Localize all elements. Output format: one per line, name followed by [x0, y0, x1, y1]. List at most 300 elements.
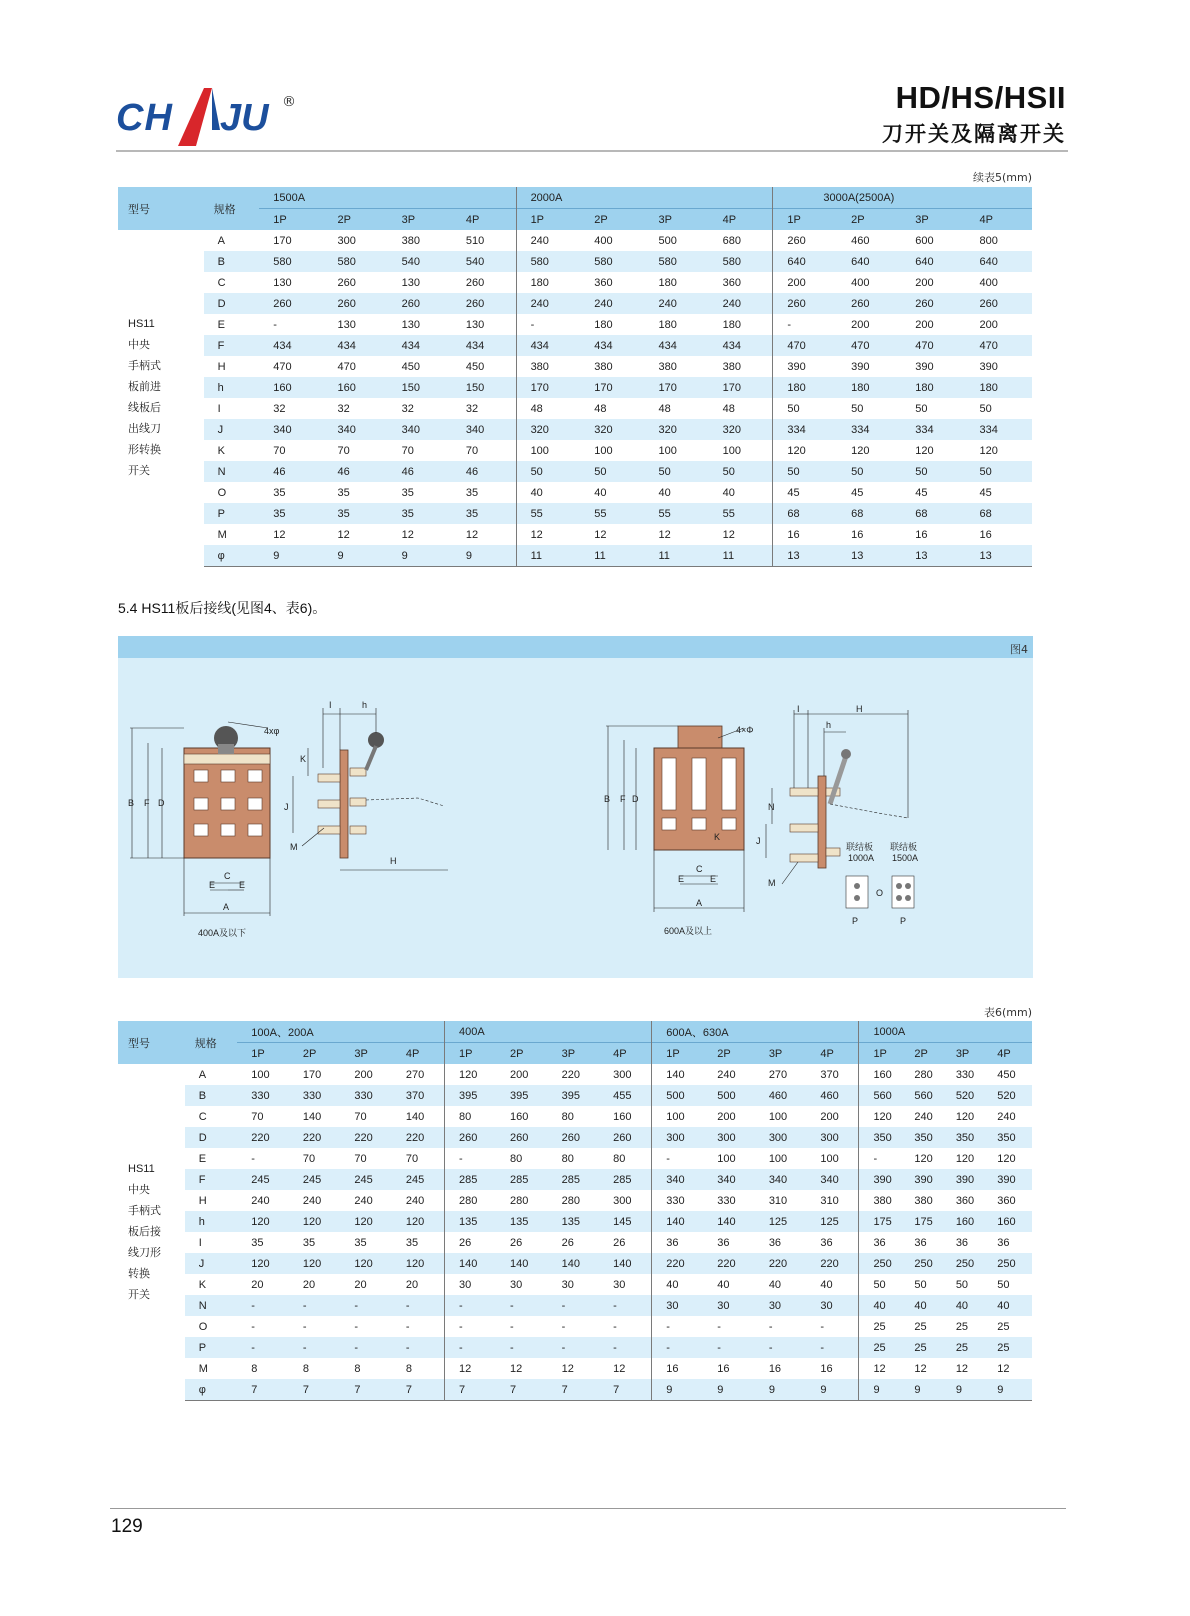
value-cell: 32 [465, 402, 479, 415]
value-cell: 36 [997, 1236, 1010, 1249]
value-cell: 340 [259, 419, 323, 440]
value-cell: 70 [251, 1110, 264, 1123]
switch-front-view-left [128, 722, 280, 938]
header-divider [116, 150, 1068, 152]
value-cell: 13 [965, 545, 1032, 567]
value-cell: 9 [859, 1379, 900, 1401]
value-cell: 260 [259, 293, 323, 314]
value-cell: 460 [806, 1085, 859, 1106]
value-cell: 220 [289, 1127, 341, 1148]
value-cell: 434 [452, 335, 516, 356]
footer-divider [110, 1508, 1066, 1509]
value-cell: 160 [613, 1110, 632, 1123]
value-cell: 35 [354, 1236, 367, 1249]
spec-label-cell: φ [185, 1379, 238, 1401]
value-cell: 340 [703, 1169, 755, 1190]
value-cell: 380 [722, 360, 742, 373]
table-row [118, 1106, 1032, 1127]
value-cell: 560 [900, 1085, 941, 1106]
value-cell: 170 [580, 377, 644, 398]
value-cell: 16 [773, 524, 837, 545]
value-cell: 220 [392, 1127, 445, 1148]
value-cell: - [445, 1295, 497, 1316]
value-cell: 120 [851, 444, 870, 457]
value-cell: 48 [594, 402, 607, 415]
value-cell: 70 [405, 1152, 419, 1165]
value-cell: 35 [405, 1236, 419, 1249]
value-cell: 30 [703, 1295, 755, 1316]
value-cell: 260 [837, 293, 901, 314]
value-cell: 170 [273, 234, 292, 247]
spec-label-cell: O [198, 1320, 208, 1333]
value-cell: 240 [251, 1194, 270, 1207]
dim-H: H [390, 856, 397, 866]
value-cell: 11 [516, 545, 580, 567]
value-cell: 48 [658, 402, 671, 415]
spec-label-cell: I [198, 1236, 202, 1249]
dim-B: B [128, 798, 135, 808]
value-cell: 140 [652, 1211, 704, 1232]
value-cell: 55 [580, 503, 644, 524]
value-cell: 120 [979, 444, 998, 457]
spec-label-cell: E [198, 1152, 207, 1165]
value-cell: 470 [837, 335, 901, 356]
value-cell: 100 [768, 1152, 788, 1165]
value-cell: - [652, 1148, 704, 1169]
pole-header: 3P [942, 1043, 983, 1065]
value-cell: 120 [955, 1152, 975, 1165]
value-cell: - [302, 1320, 307, 1333]
value-cell: 300 [806, 1127, 859, 1148]
switch-side-view-right [714, 704, 918, 926]
model-name-line: 开关 [128, 465, 150, 478]
value-cell: 450 [401, 360, 421, 373]
value-cell: 200 [354, 1068, 373, 1081]
value-cell: 140 [496, 1253, 548, 1274]
spec-label-cell: E [217, 318, 225, 331]
value-cell: 45 [773, 482, 837, 503]
value-cell: 260 [445, 1127, 497, 1148]
table6-caption: 表6(mm) [983, 1006, 1032, 1019]
value-cell: 50 [837, 461, 901, 482]
value-cell: 35 [401, 486, 414, 499]
value-cell: 16 [652, 1358, 704, 1379]
pole-header: 1P [445, 1043, 497, 1065]
table-row [118, 1358, 1032, 1379]
dim-C: C [224, 871, 231, 881]
value-cell: 50 [955, 1278, 969, 1291]
value-cell: 260 [388, 293, 452, 314]
value-cell: 320 [580, 419, 644, 440]
value-cell: 40 [900, 1295, 941, 1316]
value-cell: 50 [859, 1274, 900, 1295]
value-cell: 46 [323, 461, 387, 482]
value-cell: 12 [658, 528, 671, 541]
value-cell: 45 [979, 486, 992, 499]
value-cell: 200 [915, 276, 934, 289]
model-name-line: 板后接 [128, 1225, 161, 1238]
table-row [118, 356, 1032, 377]
value-cell: - [496, 1295, 548, 1316]
table-row [118, 419, 1032, 440]
dim-h: h [826, 720, 832, 730]
value-cell: 200 [979, 318, 998, 331]
value-cell: 180 [658, 318, 677, 331]
value-cell: 130 [465, 318, 485, 331]
value-cell: 20 [354, 1278, 367, 1291]
value-cell: 13 [837, 545, 901, 567]
value-cell: 100 [717, 1152, 736, 1165]
pole-header: 3P [340, 1043, 392, 1065]
pole-header: 1P [859, 1043, 900, 1065]
value-cell: 12 [722, 528, 735, 541]
value-cell: 40 [820, 1278, 833, 1291]
table6-group-header: 100A、200A [237, 1021, 444, 1043]
value-cell: 25 [942, 1337, 983, 1358]
value-cell: 30 [561, 1278, 574, 1291]
table-row [118, 314, 1032, 335]
value-cell: 260 [548, 1127, 600, 1148]
dim-K: K [300, 754, 307, 764]
model-name-line: 形转换 [128, 444, 161, 457]
spec-label-cell: P [185, 1337, 238, 1358]
value-cell: 35 [465, 486, 479, 499]
value-cell: 40 [722, 486, 735, 499]
value-cell: 300 [703, 1127, 755, 1148]
value-cell: 26 [561, 1236, 574, 1249]
value-cell: 7 [237, 1379, 289, 1401]
value-cell: 540 [452, 251, 516, 272]
value-cell: 48 [516, 398, 580, 419]
value-cell: 68 [773, 503, 837, 524]
value-cell: 260 [773, 230, 837, 251]
value-cell: 245 [237, 1169, 289, 1190]
model-name-line: 手柄式 [128, 360, 161, 373]
table-row [118, 1232, 1032, 1253]
value-cell: 36 [914, 1236, 927, 1249]
value-cell: 600 [915, 234, 934, 247]
link-plate-label: 联结板 [890, 842, 918, 852]
table-row [118, 461, 1032, 482]
value-cell: 25 [859, 1337, 900, 1358]
model-name-line: HS11 [128, 318, 155, 331]
value-cell: 50 [773, 398, 837, 419]
value-cell: 135 [445, 1211, 497, 1232]
value-cell: 370 [392, 1085, 445, 1106]
value-cell: - [392, 1295, 445, 1316]
value-cell: 70 [401, 444, 414, 457]
value-cell: 80 [561, 1110, 574, 1123]
value-cell: 390 [859, 1169, 900, 1190]
value-cell: 25 [955, 1320, 969, 1333]
table-row [118, 1190, 1032, 1211]
model-name-line: 手柄式 [128, 1204, 161, 1217]
pole-header: 1P [237, 1043, 289, 1065]
value-cell: 40 [942, 1295, 983, 1316]
value-cell: 12 [613, 1362, 626, 1375]
value-cell: 240 [354, 1194, 373, 1207]
value-cell: 68 [965, 503, 1032, 524]
value-cell: 125 [755, 1211, 807, 1232]
value-cell: 340 [323, 419, 387, 440]
value-cell: - [599, 1337, 652, 1358]
table5-caption: 续表5(mm) [972, 171, 1032, 184]
value-cell: 12 [516, 524, 580, 545]
spec-label-cell: M [198, 1362, 208, 1375]
value-cell: 334 [837, 419, 901, 440]
value-cell: 170 [644, 377, 708, 398]
dim-M: M [768, 878, 776, 888]
value-cell: 100 [820, 1152, 839, 1165]
value-cell: 140 [548, 1253, 600, 1274]
value-cell: - [613, 1320, 617, 1333]
value-cell: - [340, 1295, 392, 1316]
table5-spec-header: 规格 [204, 187, 260, 230]
value-cell: 35 [452, 503, 516, 524]
value-cell: 100 [652, 1106, 704, 1127]
value-cell: 160 [259, 377, 323, 398]
value-cell: 200 [773, 272, 837, 293]
value-cell: 380 [516, 356, 580, 377]
value-cell: 100 [768, 1110, 788, 1123]
dim-H: H [856, 704, 863, 714]
value-cell: 250 [983, 1253, 1032, 1274]
table-row [118, 293, 1032, 314]
value-cell: 9 [900, 1379, 941, 1401]
pole-header: 2P [703, 1043, 755, 1065]
table-row [118, 1316, 1032, 1337]
dim-E: E [678, 874, 685, 884]
table-row [118, 1064, 1032, 1085]
pole-header: 4P [806, 1043, 859, 1065]
value-cell: 9 [259, 545, 323, 567]
value-cell: 140 [703, 1211, 755, 1232]
value-cell: 320 [516, 419, 580, 440]
spec-label-cell: K [217, 444, 225, 457]
value-cell: 36 [859, 1232, 900, 1253]
value-cell: 12 [401, 528, 414, 541]
value-cell: 40 [652, 1274, 704, 1295]
value-cell: 50 [851, 402, 864, 415]
figure-4-band [118, 636, 1033, 658]
value-cell: 26 [445, 1232, 497, 1253]
table-row [118, 1169, 1032, 1190]
value-cell: - [289, 1337, 341, 1358]
value-cell: 25 [900, 1337, 941, 1358]
value-cell: 580 [323, 251, 387, 272]
table-row [118, 1253, 1032, 1274]
value-cell: 16 [717, 1362, 730, 1375]
value-cell: 45 [851, 486, 864, 499]
value-cell: 360 [955, 1194, 975, 1207]
value-cell: 40 [516, 482, 580, 503]
value-cell: 8 [405, 1362, 413, 1375]
value-cell: - [703, 1337, 755, 1358]
doc-subtitle: 刀开关及隔离开关 [882, 122, 1066, 146]
value-cell: 434 [388, 335, 452, 356]
value-cell: 390 [979, 360, 998, 373]
value-cell: 36 [955, 1236, 969, 1249]
value-cell: 50 [773, 461, 837, 482]
table-row [118, 1085, 1032, 1106]
value-cell: 370 [820, 1068, 839, 1081]
value-cell: 7 [599, 1379, 652, 1401]
value-cell: 500 [652, 1085, 704, 1106]
value-cell: 380 [401, 234, 421, 247]
spec-label-cell: D [204, 293, 260, 314]
value-cell: 140 [405, 1110, 425, 1123]
value-cell: 350 [900, 1127, 941, 1148]
value-cell: 25 [914, 1320, 927, 1333]
value-cell: - [354, 1320, 359, 1333]
value-cell: 35 [323, 503, 387, 524]
value-cell: 170 [516, 377, 580, 398]
value-cell: - [496, 1337, 548, 1358]
value-cell: 70 [302, 1152, 316, 1165]
dim-A: A [223, 902, 230, 912]
value-cell: 25 [997, 1320, 1010, 1333]
table-row [118, 1337, 1032, 1358]
value-cell: 120 [915, 444, 934, 457]
value-cell: 150 [388, 377, 452, 398]
table6-group-header: 400A [445, 1021, 652, 1043]
value-cell: 32 [401, 402, 414, 415]
value-cell: 330 [340, 1085, 392, 1106]
value-cell: 46 [259, 461, 323, 482]
value-cell: 400 [851, 276, 870, 289]
table6-group-header: 1000A [859, 1021, 1032, 1043]
value-cell: 390 [851, 360, 870, 373]
value-cell: 26 [613, 1236, 626, 1249]
model-name-line: 开关 [128, 1288, 150, 1301]
value-cell: 12 [914, 1362, 927, 1375]
value-cell: 68 [837, 503, 901, 524]
dim-M: M [290, 842, 298, 852]
value-cell: 380 [594, 360, 613, 373]
dim-C: C [696, 864, 703, 874]
value-cell: 400 [594, 234, 613, 247]
value-cell: - [445, 1337, 497, 1358]
value-cell: 36 [717, 1236, 730, 1249]
spec-label-cell: P [204, 503, 260, 524]
value-cell: 180 [965, 377, 1032, 398]
spec-label-cell: C [217, 276, 226, 289]
value-cell: 250 [942, 1253, 983, 1274]
model-name-cell [118, 1064, 185, 1401]
value-cell: 160 [942, 1211, 983, 1232]
value-cell: 200 [510, 1068, 529, 1081]
value-cell: 70 [273, 444, 286, 457]
value-cell: 310 [768, 1194, 788, 1207]
spec-label-cell: h [204, 377, 260, 398]
value-cell: 580 [259, 251, 323, 272]
dim-F: F [620, 794, 626, 804]
pole-header: 4P [452, 209, 516, 231]
dim-J: J [284, 802, 289, 812]
value-cell: 300 [652, 1127, 704, 1148]
value-cell: 180 [837, 377, 901, 398]
value-cell: - [251, 1152, 255, 1165]
link-plate-rating: 1500A [892, 853, 919, 863]
value-cell: 35 [388, 503, 452, 524]
value-cell: - [237, 1337, 289, 1358]
value-cell: 46 [388, 461, 452, 482]
value-cell: 140 [652, 1064, 704, 1085]
value-cell: 434 [516, 335, 580, 356]
value-cell: 70 [337, 444, 350, 457]
value-cell: 180 [722, 318, 742, 331]
value-cell: 16 [979, 528, 992, 541]
value-cell: - [289, 1295, 341, 1316]
value-cell: 200 [915, 318, 934, 331]
value-cell: 240 [644, 293, 708, 314]
table6-group-header: 600A、630A [652, 1021, 859, 1043]
left-caption: 400A及以下 [198, 928, 247, 938]
figure-4-drawing [118, 658, 1033, 978]
value-cell: 350 [983, 1127, 1032, 1148]
value-cell: 260 [496, 1127, 548, 1148]
value-cell: - [273, 318, 277, 331]
spec-label-cell: φ [204, 545, 260, 567]
value-cell: 32 [337, 402, 350, 415]
value-cell: 8 [302, 1362, 309, 1375]
value-cell: 50 [709, 461, 773, 482]
value-cell: 120 [289, 1253, 341, 1274]
value-cell: 9 [388, 545, 452, 567]
value-cell: 55 [516, 503, 580, 524]
pole-header: 4P [709, 209, 773, 231]
model-name-line: 中央 [128, 339, 150, 352]
value-cell: 9 [755, 1379, 807, 1401]
value-cell: 26 [510, 1236, 523, 1249]
dim-P: P [852, 916, 859, 926]
value-cell: 320 [709, 419, 773, 440]
value-cell: 80 [561, 1152, 574, 1165]
value-cell: 245 [392, 1169, 445, 1190]
model-name-line: 转换 [128, 1267, 150, 1280]
value-cell: - [859, 1148, 900, 1169]
value-cell: 80 [510, 1152, 523, 1165]
value-cell: 120 [914, 1152, 933, 1165]
value-cell: 40 [859, 1295, 900, 1316]
pole-header: 1P [652, 1043, 704, 1065]
value-cell: 7 [445, 1379, 497, 1401]
value-cell: 434 [709, 335, 773, 356]
spec-label-cell: K [198, 1278, 207, 1291]
value-cell: - [773, 314, 837, 335]
link-plate-rating: 1000A [848, 853, 875, 863]
value-cell: 330 [717, 1194, 736, 1207]
value-cell: 35 [302, 1236, 316, 1249]
value-cell: 7 [289, 1379, 341, 1401]
value-cell: 30 [613, 1278, 626, 1291]
value-cell: 55 [709, 503, 773, 524]
spec-label-cell: B [204, 251, 260, 272]
value-cell: 450 [465, 360, 485, 373]
dim-h: h [362, 700, 368, 710]
value-cell: 30 [652, 1295, 704, 1316]
value-cell: 340 [806, 1169, 859, 1190]
value-cell: 395 [548, 1085, 600, 1106]
dim-D: D [158, 798, 165, 808]
value-cell: 180 [658, 276, 677, 289]
value-cell: - [652, 1337, 704, 1358]
value-cell: 434 [323, 335, 387, 356]
value-cell: 360 [722, 276, 742, 289]
dim-F: F [144, 798, 150, 808]
value-cell: - [755, 1337, 807, 1358]
dim-E: E [239, 880, 246, 890]
